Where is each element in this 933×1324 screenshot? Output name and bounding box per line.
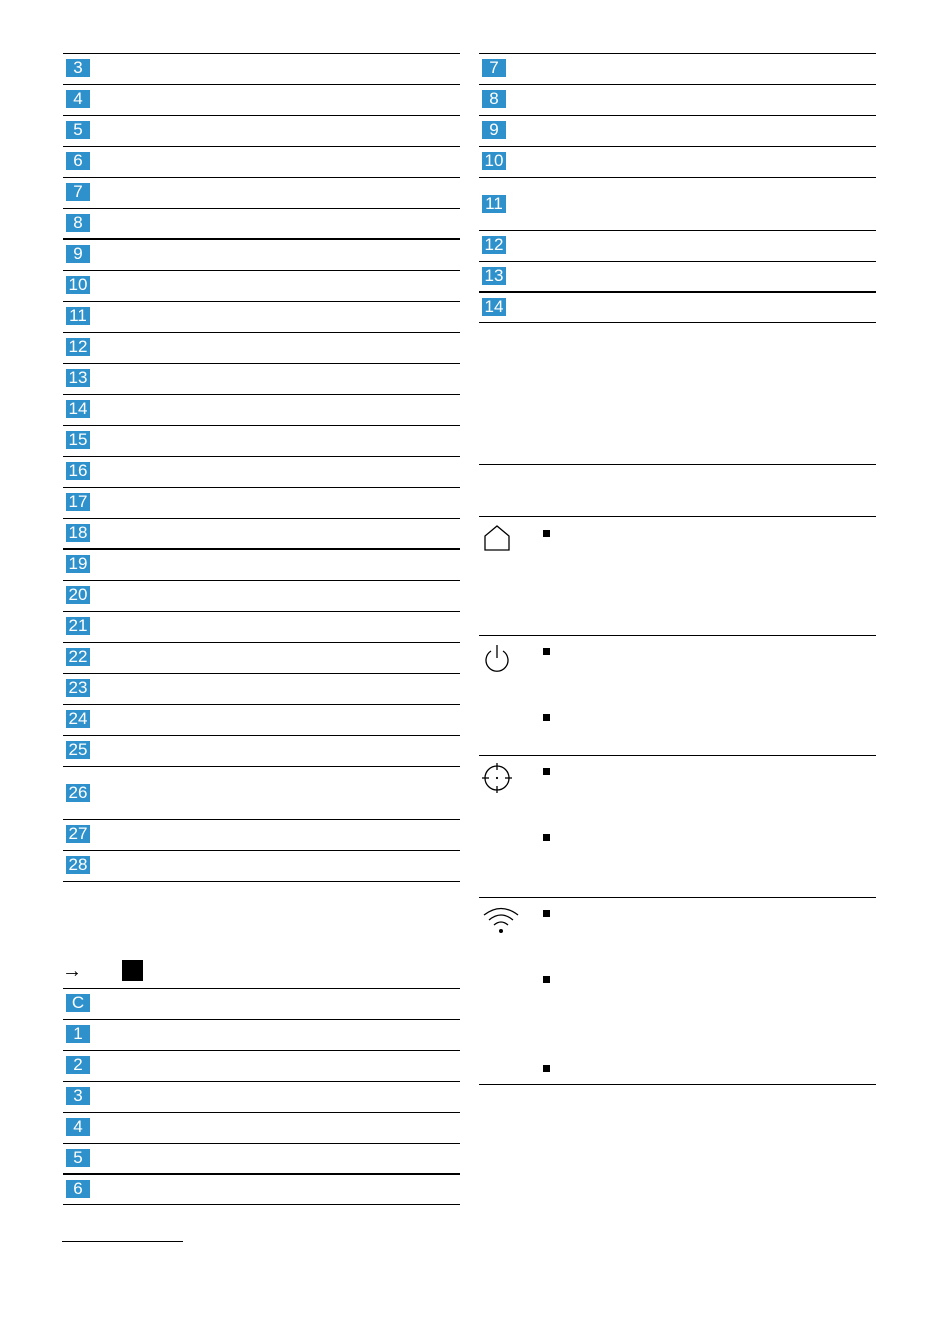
list-item	[63, 426, 460, 457]
legend-line	[62, 958, 182, 984]
number-badge: 14	[482, 298, 506, 316]
number-badge: 23	[66, 679, 90, 697]
power-icon	[481, 642, 513, 674]
number-badge: 7	[482, 59, 506, 77]
wifi-icon	[481, 904, 521, 936]
list-item	[63, 1082, 460, 1113]
number-badge: 8	[66, 214, 90, 232]
list-item	[63, 851, 460, 882]
number-badge: 3	[66, 1087, 90, 1105]
list-item	[63, 767, 460, 820]
list-item	[63, 1144, 460, 1175]
number-badge: 14	[66, 400, 90, 418]
number-badge: 18	[66, 524, 90, 542]
bullet	[543, 834, 550, 841]
bullet	[543, 910, 550, 917]
list-item	[63, 395, 460, 426]
list-item	[63, 643, 460, 674]
list-item	[479, 262, 876, 293]
list-item	[479, 293, 876, 323]
list-item	[63, 820, 460, 851]
list-item	[63, 705, 460, 736]
list-item	[63, 116, 460, 147]
number-badge: 10	[66, 276, 90, 294]
bullet	[543, 714, 550, 721]
number-badge: 4	[66, 1118, 90, 1136]
number-badge: 11	[66, 307, 90, 325]
list-item	[479, 231, 876, 262]
list-item	[63, 302, 460, 333]
list-item	[63, 364, 460, 395]
number-badge: 12	[482, 236, 506, 254]
number-badge: 10	[482, 152, 506, 170]
number-badge: 12	[66, 338, 90, 356]
list-item	[63, 550, 460, 581]
left-number-list	[63, 53, 460, 882]
list-item	[63, 85, 460, 116]
list-item	[479, 116, 876, 147]
list-item	[63, 674, 460, 705]
list-item	[63, 209, 460, 240]
number-badge: 17	[66, 493, 90, 511]
list-item	[63, 1051, 460, 1082]
table-header	[479, 464, 876, 517]
right-number-list	[479, 53, 876, 323]
list-item	[63, 519, 460, 550]
number-badge: 19	[66, 555, 90, 573]
list-item	[63, 612, 460, 643]
list-item	[63, 457, 460, 488]
bullet	[543, 648, 550, 655]
number-badge: 15	[66, 431, 90, 449]
number-badge: 28	[66, 856, 90, 874]
list-item	[63, 1113, 460, 1144]
list-item	[63, 1020, 460, 1051]
list-item	[63, 54, 460, 85]
number-badge: 24	[66, 710, 90, 728]
letter-badge: C	[66, 994, 90, 1012]
number-badge: 6	[66, 1180, 90, 1198]
number-badge: 26	[66, 784, 90, 802]
number-badge: 3	[66, 59, 90, 77]
number-badge: 9	[66, 245, 90, 263]
footnote-separator	[62, 1241, 183, 1242]
bullet	[543, 530, 550, 537]
home-icon	[481, 523, 513, 555]
number-badge: 5	[66, 121, 90, 139]
list-item	[63, 1175, 460, 1205]
number-badge: 27	[66, 825, 90, 843]
number-badge: 13	[66, 369, 90, 387]
black-square-icon	[122, 960, 143, 981]
list-item	[479, 178, 876, 231]
list-item	[479, 85, 876, 116]
bullet	[543, 1065, 550, 1072]
bullet	[543, 976, 550, 983]
number-badge: 16	[66, 462, 90, 480]
number-badge: 4	[66, 90, 90, 108]
list-item	[63, 178, 460, 209]
table-row	[479, 756, 876, 898]
table-row	[479, 636, 876, 756]
list-item	[63, 581, 460, 612]
number-badge: 1	[66, 1025, 90, 1043]
bullet	[543, 768, 550, 775]
list-item	[63, 333, 460, 364]
list-item	[63, 147, 460, 178]
number-badge: 22	[66, 648, 90, 666]
bottom-number-list	[63, 988, 460, 1205]
list-item	[479, 147, 876, 178]
list-item	[63, 488, 460, 519]
list-item	[63, 271, 460, 302]
number-badge: 25	[66, 741, 90, 759]
table-row	[479, 898, 876, 1085]
number-badge: 7	[66, 183, 90, 201]
arrow-icon: →	[62, 960, 82, 982]
number-badge: 8	[482, 90, 506, 108]
number-badge: 20	[66, 586, 90, 604]
crosshair-icon	[481, 762, 513, 794]
number-badge: 21	[66, 617, 90, 635]
number-badge: 9	[482, 121, 506, 139]
number-badge: 5	[66, 1149, 90, 1167]
number-badge: 11	[482, 195, 506, 213]
list-item	[479, 54, 876, 85]
list-item	[63, 240, 460, 271]
list-item	[63, 989, 460, 1020]
table-row	[479, 517, 876, 636]
number-badge: 2	[66, 1056, 90, 1074]
number-badge: 13	[482, 267, 506, 285]
symbol-table	[479, 464, 876, 1085]
number-badge: 6	[66, 152, 90, 170]
list-item	[63, 736, 460, 767]
